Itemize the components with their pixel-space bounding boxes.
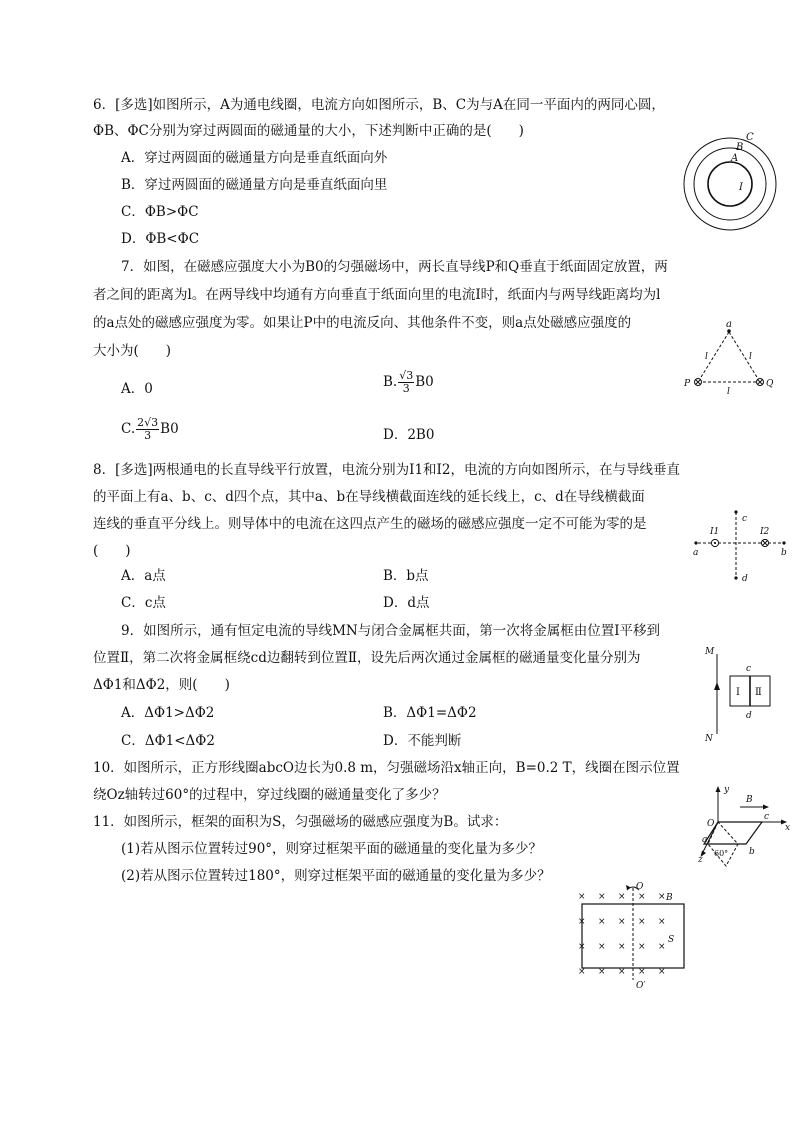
- q9-label-m: M: [705, 647, 715, 657]
- q8-label-d: d: [742, 574, 748, 584]
- q6-option-c: C．ΦB>ΦC: [121, 204, 199, 220]
- q7-option-b: B. $\frac{√3}{3}$ B0: [383, 369, 434, 395]
- q10-label-angle: 60°: [714, 849, 729, 858]
- q7-option-d: D．2B0: [383, 427, 435, 443]
- q11-label-o-top: O: [636, 882, 644, 892]
- q8-line3: 连线的垂直平分线上。则导体中的电流在这四点产生的磁场的磁感应强度一定不可能为零的是: [93, 516, 647, 532]
- q11-frame-in-field-figure: [574, 880, 692, 990]
- svg-text:×: ×: [638, 917, 646, 927]
- q6-line2: ΦB、ΦC分别为穿过两圆面的磁通量的大小，下述判断中正确的是( ): [93, 123, 524, 139]
- q8-line1: 8．[多选]两根通电的长直导线平行放置，电流分别为I1和I2，电流的方向如图所示，在与导线垂直: [93, 462, 680, 478]
- q9-line1: 9．如图所示，通有恒定电流的导线MN与闭合金属框共面，第一次将金属框由位置Ⅰ平移到: [121, 623, 661, 639]
- q8-line4: ( ): [93, 543, 131, 559]
- q10-label-z: z: [698, 855, 703, 865]
- svg-text:×: ×: [578, 892, 586, 902]
- q9-option-a: A．ΔΦ1>ΔΦ2: [121, 705, 215, 721]
- q9-label-position-1: Ⅰ: [736, 687, 740, 698]
- q10-line1: 10．如图所示，正方形线圈abcO边长为0.8 m，匀强磁场沿x轴正向，B=0.2 T，线圈在图示位置: [93, 760, 680, 776]
- q11-label-o-bottom: O′: [636, 981, 646, 990]
- q8-label-i2: I2: [760, 527, 770, 537]
- q10-label-o: O: [707, 819, 715, 829]
- svg-text:×: ×: [638, 892, 646, 902]
- q6-option-a: A．穿过两圆面的磁通量方向是垂直纸面向外: [121, 150, 388, 166]
- q11-sub1: (1)若从图示位置转过90°，则穿过框架平面的磁通量的变化量为多少？: [121, 841, 543, 857]
- q6-line1: 6．[多选]如图所示，A为通电线圈，电流方向如图所示，B、C为与A在同一平面内的两同心圆，: [93, 97, 665, 113]
- q9-label-c: c: [746, 664, 752, 674]
- q7-option-c: C. $\frac{2√3}{3}$ B0: [121, 416, 179, 442]
- q7-line1: 7．如图，在磁感应强度大小为B0的匀强磁场中，两长直导线P和Q垂直于纸面固定放置，两: [121, 259, 668, 275]
- q7-label-p: P: [684, 379, 691, 389]
- q8-option-a: A．a点: [121, 568, 166, 584]
- q10-coordinate-coil-figure: [694, 782, 792, 874]
- q10-label-b-field: B: [746, 795, 753, 805]
- svg-text:×: ×: [618, 942, 626, 952]
- q6-label-a: A: [731, 153, 739, 164]
- q8-label-i1: I1: [710, 527, 720, 537]
- q9-wire-and-frame-figure: [700, 642, 792, 746]
- q9-line2: 位置Ⅱ，第二次将金属框绕cd边翻转到位置Ⅱ，设先后两次通过金属框的磁通量变化量分别为: [93, 650, 641, 666]
- q8-label-c: c: [742, 514, 748, 524]
- svg-text:×: ×: [638, 967, 646, 977]
- q11-label-b: B: [666, 893, 673, 903]
- q11-label-s: S: [668, 935, 675, 945]
- q8-line2: 的平面上有a、b、c、d四个点，其中a、b在导线横截面连线的延长线上，c、d在导线横截面: [93, 489, 645, 505]
- q7-label-a: a: [726, 319, 732, 330]
- q9-option-d: D．不能判断: [383, 733, 462, 749]
- q6-concentric-circles-figure: [676, 126, 786, 236]
- q11-sub2: (2)若从图示位置转过180°，则穿过框架平面的磁通量的变化量为多少？: [121, 868, 551, 884]
- q11-line1: 11．如图所示，框架的面积为S，匀强磁场的磁感应强度为B。试求：: [93, 814, 508, 830]
- svg-text:×: ×: [618, 967, 626, 977]
- q7-label-q: Q: [766, 379, 774, 389]
- q10-label-b-point: b: [749, 847, 755, 857]
- q7-label-l-right: l: [749, 352, 752, 362]
- svg-text:×: ×: [578, 917, 586, 927]
- q6-label-b: B: [736, 142, 744, 153]
- q8-option-d: D．d点: [383, 595, 430, 611]
- q10-label-x: x: [785, 823, 791, 833]
- svg-text:×: ×: [618, 892, 626, 902]
- q8-option-b: B．b点: [383, 568, 429, 584]
- q10-label-y: y: [724, 785, 730, 795]
- svg-text:×: ×: [598, 942, 606, 952]
- q6-option-b: B．穿过两圆面的磁通量方向是垂直纸面向里: [121, 177, 388, 193]
- q9-label-d: d: [746, 711, 752, 721]
- q10-label-a: a: [702, 835, 708, 845]
- q7-line2: 者之间的距离为l。在两导线中均通有方向垂直于纸面向里的电流I时，纸面内与两导线距离均为l: [93, 287, 661, 303]
- q8-parallel-wires-figure: [688, 500, 792, 588]
- q6-label-c: C: [746, 132, 754, 143]
- svg-text:×: ×: [578, 942, 586, 952]
- q7-label-l-left: l: [705, 352, 708, 362]
- q9-line3: ΔΦ1和ΔΦ2，则( ): [93, 677, 230, 693]
- svg-text:×: ×: [598, 967, 606, 977]
- svg-text:×: ×: [658, 967, 666, 977]
- q10-line2: 绕Oz轴转过60°的过程中，穿过线圈的磁通量变化了多少？: [93, 787, 446, 803]
- svg-text:×: ×: [578, 967, 586, 977]
- q7-triangle-figure: [678, 318, 778, 396]
- q7-option-a: A．0: [121, 381, 153, 397]
- q6-label-i: I: [739, 182, 743, 193]
- svg-text:×: ×: [618, 917, 626, 927]
- q8-label-b: b: [781, 548, 787, 558]
- q8-option-c: C．c点: [121, 595, 166, 611]
- q9-option-c: C．ΔΦ1<ΔΦ2: [121, 733, 215, 749]
- svg-text:×: ×: [638, 942, 646, 952]
- svg-text:×: ×: [658, 917, 666, 927]
- q7-label-l-bottom: l: [727, 387, 730, 396]
- q7-line3: 的a点处的磁感应强度为零。如果让P中的电流反向、其他条件不变，则a点处磁感应强度的: [93, 315, 632, 331]
- q6-option-d: D．ΦB<ΦC: [121, 231, 200, 247]
- svg-text:×: ×: [598, 917, 606, 927]
- svg-text:×: ×: [598, 892, 606, 902]
- q10-label-c: c: [764, 812, 770, 822]
- q8-label-a: a: [693, 548, 699, 558]
- q9-label-position-2: Ⅱ: [755, 687, 762, 698]
- q9-label-n: N: [705, 734, 713, 744]
- svg-text:×: ×: [658, 892, 666, 902]
- q9-option-b: B．ΔΦ1=ΔΦ2: [383, 705, 477, 721]
- q7-line4: 大小为( ): [93, 343, 172, 359]
- svg-text:×: ×: [658, 942, 666, 952]
